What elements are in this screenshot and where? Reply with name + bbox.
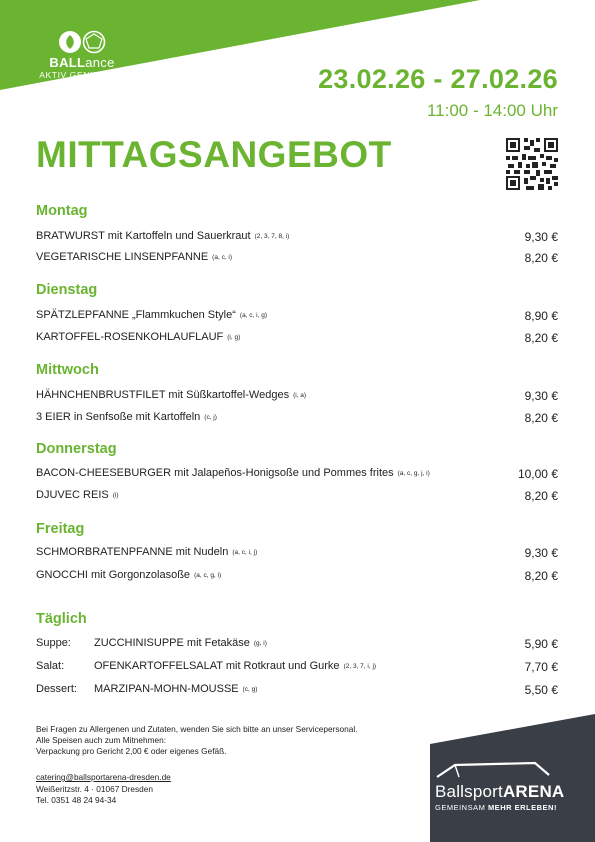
dish-name: SPÄTZLEPFANNE „Flammkuchen Style“ (a, c, i, g) bbox=[36, 309, 267, 321]
allergen-codes: (i) bbox=[112, 492, 119, 499]
dish-name: HÄHNCHENBRUSTFILET mit Süßkartoffel-Wedges (i, a) bbox=[36, 389, 307, 401]
menu-item bbox=[36, 569, 558, 587]
allergen-codes: (2, 3, 7, i, j) bbox=[343, 663, 377, 670]
price: 8,20 € bbox=[524, 489, 558, 503]
date-range: 23.02.26 - 27.02.26 bbox=[318, 64, 558, 94]
menu-item bbox=[36, 467, 558, 485]
menu-item bbox=[36, 411, 558, 429]
course-label: Suppe: bbox=[36, 637, 71, 649]
email-link[interactable]: catering@ballsportarena-dresden.de bbox=[36, 772, 171, 782]
notice-line: Verpackung pro Gericht 2,00 € oder eigenes Gefäß. bbox=[36, 746, 227, 756]
allergen-codes: (a, c, g, i) bbox=[194, 572, 222, 579]
dish-name: Salat: OFENKARTOFFELSALAT mit Rotkraut und Gurke (2, 3, 7, i, j) bbox=[36, 660, 377, 672]
allergen-codes: (a, c, i) bbox=[212, 254, 233, 261]
address: Weißeritzstr. 4 · 01067 Dresden bbox=[36, 783, 153, 794]
qr-code[interactable] bbox=[506, 138, 558, 190]
menu-item bbox=[36, 489, 558, 507]
course-label: Dessert: bbox=[36, 683, 77, 695]
price: 8,20 € bbox=[524, 251, 558, 265]
allergen-codes: (a, c, g, j, i) bbox=[397, 470, 430, 477]
ballance-logo-icon bbox=[58, 30, 106, 54]
dish-name: SCHMORBRATENPFANNE mit Nudeln (a, c, i, j) bbox=[36, 546, 258, 558]
contact-block bbox=[36, 772, 171, 807]
brand-tagline: AKTIV GENIESSEN bbox=[39, 70, 125, 80]
dish-name: BACON-CHEESEBURGER mit Jalapeños-Honigsoße und Pommes frites (a, c, g, j, i) bbox=[36, 467, 430, 479]
day-heading-donnerstag: Donnerstag bbox=[36, 441, 117, 457]
allergen-codes: (a, c, i, j) bbox=[232, 549, 258, 556]
arena-name: BallsportARENA bbox=[435, 782, 565, 801]
day-heading-montag: Montag bbox=[36, 203, 88, 219]
day-heading-mittwoch: Mittwoch bbox=[36, 362, 99, 378]
notice-line: Alle Speisen auch zum Mitnehmen: bbox=[36, 735, 167, 745]
arena-roof-icon bbox=[435, 759, 551, 779]
price: 8,20 € bbox=[524, 569, 558, 583]
course-label: Salat: bbox=[36, 660, 65, 672]
menu-item bbox=[36, 331, 558, 349]
menu-item bbox=[36, 637, 558, 655]
allergen-codes: (2, 3, 7, 8, i) bbox=[254, 233, 290, 240]
notice-line: Bei Fragen zu Allergenen und Zutaten, wenden Sie sich bitte an unser Servicepersonal. bbox=[36, 724, 358, 734]
price: 5,90 € bbox=[524, 637, 558, 651]
brand-name: BALLance bbox=[49, 55, 115, 70]
menu-item bbox=[36, 309, 558, 327]
ballsport-arena-logo bbox=[435, 759, 565, 812]
menu-item bbox=[36, 660, 558, 678]
menu-item bbox=[36, 546, 558, 564]
allergen-codes: (g, i) bbox=[253, 640, 267, 647]
price: 9,30 € bbox=[524, 389, 558, 403]
price: 7,70 € bbox=[524, 660, 558, 674]
menu-item bbox=[36, 251, 558, 269]
day-heading-dienstag: Dienstag bbox=[36, 282, 98, 298]
price: 8,90 € bbox=[524, 309, 558, 323]
day-heading-freitag: Freitag bbox=[36, 521, 85, 537]
price: 5,50 € bbox=[524, 683, 558, 697]
time-range: 11:00 - 14:00 Uhr bbox=[426, 101, 558, 120]
dish-name: Suppe: ZUCCHINISUPPE mit Fetakäse (g, i) bbox=[36, 637, 267, 649]
menu-item bbox=[36, 683, 558, 701]
menu-item bbox=[36, 230, 558, 248]
price: 10,00 € bbox=[517, 467, 558, 481]
price: 8,20 € bbox=[524, 411, 558, 425]
dish-name: KARTOFFEL-ROSENKOHLAUFLAUF (i, g) bbox=[36, 331, 241, 343]
allergen-codes: (i, g) bbox=[227, 334, 241, 341]
dish-name: Dessert: MARZIPAN-MOHN-MOUSSE (c, g) bbox=[36, 683, 258, 695]
dish-name: BRATWURST mit Kartoffeln und Sauerkraut (2, 3, 7, 8, i) bbox=[36, 230, 290, 242]
arena-tagline: GEMEINSAM MEHR ERLEBEN! bbox=[435, 803, 557, 812]
dish-name: DJUVEC REIS (i) bbox=[36, 489, 119, 501]
ballance-logo bbox=[26, 30, 138, 80]
page-title: MITTAGSANGEBOT bbox=[36, 134, 392, 175]
day-heading-taeglich: Täglich bbox=[36, 611, 87, 627]
phone: Tel. 0351 48 24 94-34 bbox=[36, 795, 117, 805]
allergen-codes: (c, j) bbox=[204, 414, 217, 421]
allergen-notice bbox=[36, 724, 357, 757]
dish-name: 3 EIER in Senfsoße mit Kartoffeln (c, j) bbox=[36, 411, 217, 423]
allergen-codes: (a, c, i, g) bbox=[239, 312, 267, 319]
allergen-codes: (i, a) bbox=[293, 392, 307, 399]
allergen-codes: (c, g) bbox=[242, 686, 258, 693]
price: 9,30 € bbox=[524, 230, 558, 244]
dish-name: VEGETARISCHE LINSENPFANNE (a, c, i) bbox=[36, 251, 233, 263]
menu-item bbox=[36, 389, 558, 407]
price: 9,30 € bbox=[524, 546, 558, 560]
price: 8,20 € bbox=[524, 331, 558, 345]
dish-name: GNOCCHI mit Gorgonzolasoße (a, c, g, i) bbox=[36, 569, 222, 581]
